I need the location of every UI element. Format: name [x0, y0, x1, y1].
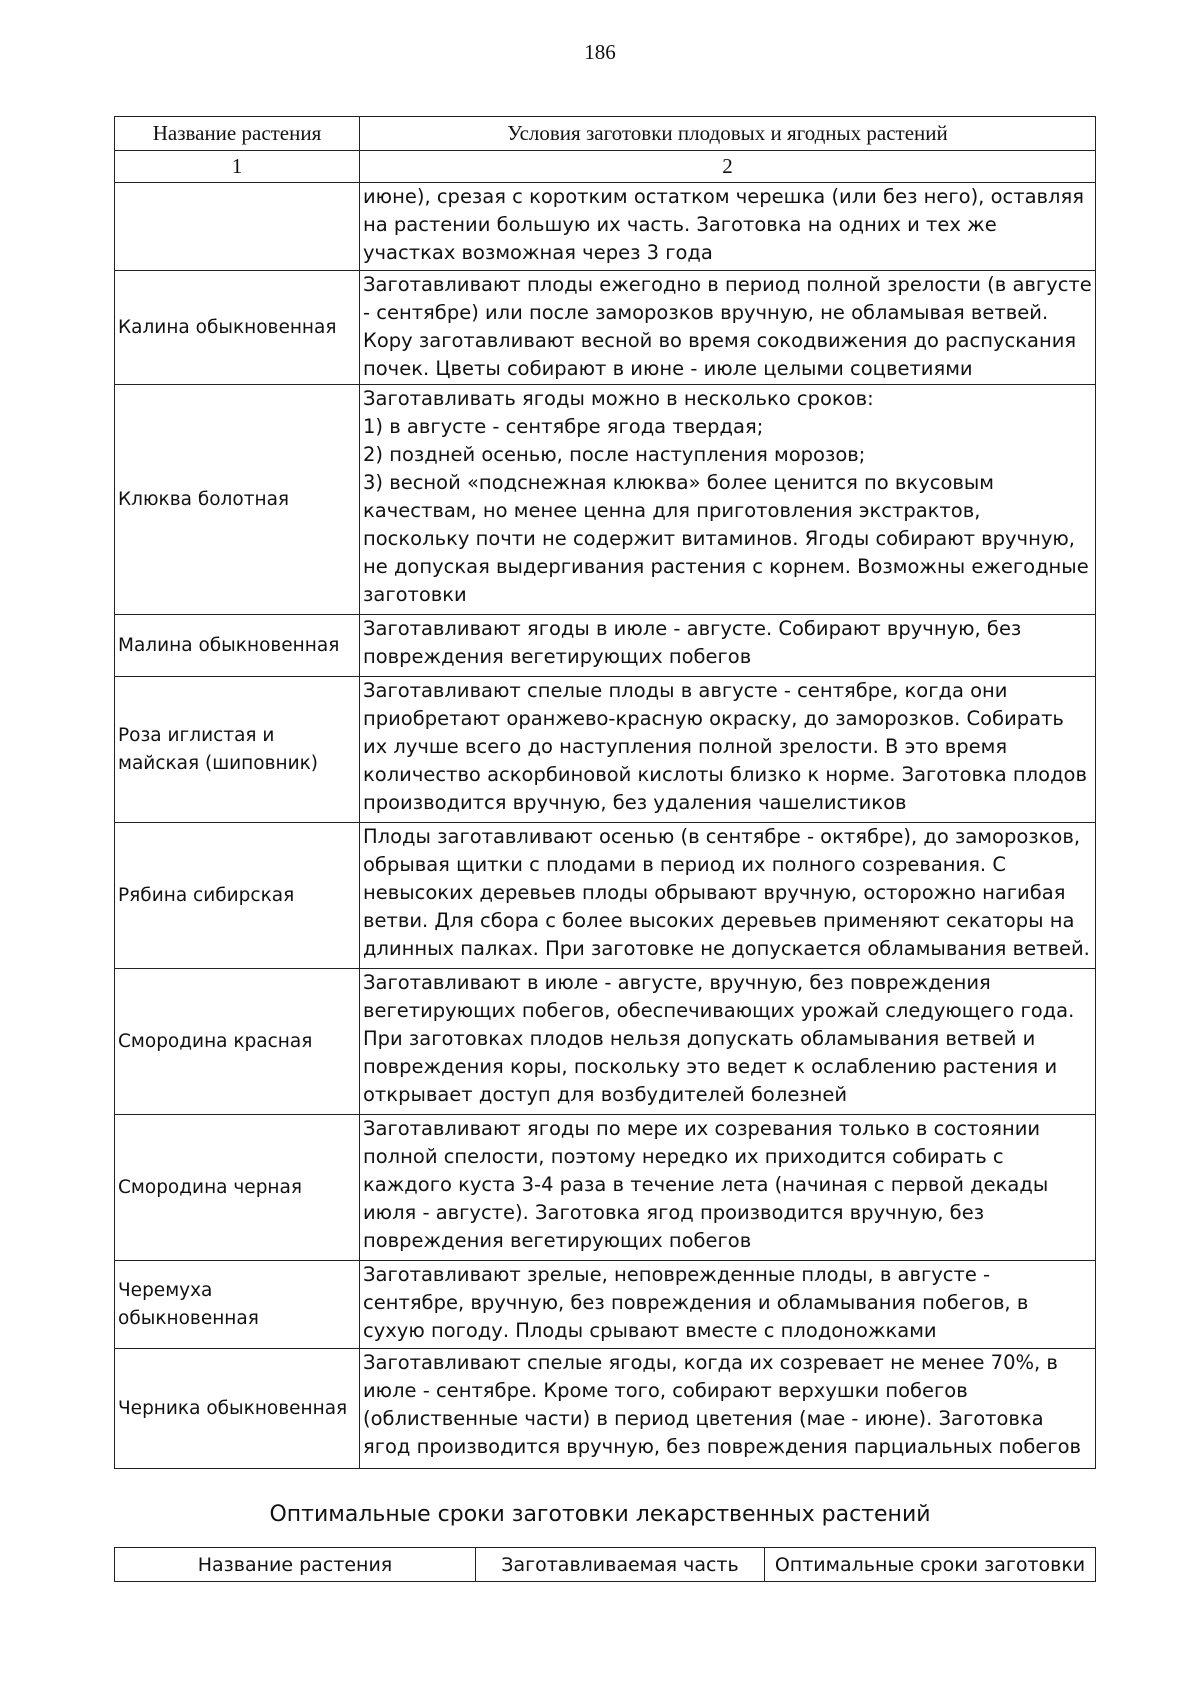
table-row [115, 271, 1096, 385]
table-row [115, 1261, 1096, 1349]
table-row [115, 677, 1096, 823]
plant-name-cell: Черника обыкновенная [115, 1349, 360, 1469]
table-row [115, 1349, 1096, 1469]
plant-name-cell: Смородина красная [115, 969, 360, 1115]
table-row [115, 385, 1096, 615]
harvest-conditions-cell: Заготавливать ягоды можно в несколько сроков: 1) в августе - сентябре ягода твердая; 2) поздней осенью, после наступления морозов; 3) весной «подснежная клюква» более ценится по вкусовым качествам, но менее ценна для приготовления экстрактов, поскольку почти не содержит витаминов. Ягоды собирают вручную, не допуская выдергивания растения с корнем. Возможны ежегодные заготовки [360, 385, 1096, 615]
harvest-conditions-cell: Заготавливают зрелые, неповрежденные плоды, в августе - сентябре, вручную, без повреждения и обламывания побегов, в сухую погоду. Плоды срывают вместе с плодоножками [360, 1261, 1096, 1349]
harvest-conditions-cell: Заготавливают спелые ягоды, когда их созревает не менее 70%, в июле - сентябре. Кроме того, собирают верхушки побегов (облиственные части) в период цветения (мае - июне). Заготовка ягод производится вручную, без повреждения парциальных побегов [360, 1349, 1096, 1469]
plant-name-cell: Роза иглистая и майская (шиповник) [115, 677, 360, 823]
table-header-row [115, 117, 1096, 151]
table-row [115, 969, 1096, 1115]
plant-name-cell: Калина обыкновенная [115, 271, 360, 385]
column-number-1: 1 [115, 151, 360, 183]
harvest-conditions-cell: июне), срезая с коротким остатком черешка (или без него), оставляя на растении большую их часть. Заготовка на одних и тех же участках возможная через 3 года [360, 183, 1096, 271]
harvest-conditions-cell: Заготавливают ягоды по мере их созревания только в состоянии полной спелости, поэтому нередко их приходится собирать с каждого куста 3-4 раза в течение лета (начиная с первой декады июля - августе). Заготовка ягод производится вручную, без повреждения вегетирующих побегов [360, 1115, 1096, 1261]
harvest-conditions-cell: Заготавливают плоды ежегодно в период полной зрелости (в августе - сентябре) или после заморозков вручную, не обламывая ветвей. Кору заготавливают весной во время сокодвижения до распускания почек. Цветы собирают в июне - июле целыми соцветиями [360, 271, 1096, 385]
plant-name-cell: Клюква болотная [115, 385, 360, 615]
harvest-conditions-table [114, 116, 1096, 1469]
header-plant-name: Название растения [115, 1548, 476, 1582]
plant-name-cell [115, 183, 360, 271]
column-number-2: 2 [360, 151, 1096, 183]
table-header-row [115, 1548, 1096, 1582]
harvest-conditions-cell: Заготавливают спелые плоды в августе - сентябре, когда они приобретают оранжево-красную окраску, до заморозков. Собирать их лучше всего до наступления полной зрелости. В это время количество аскорбиновой кислоты близко к норме. Заготовка плодов производится вручную, без удаления чашелистиков [360, 677, 1096, 823]
harvest-timing-table [114, 1547, 1096, 1582]
plant-name-cell: Малина обыкновенная [115, 615, 360, 677]
plant-name-cell: Смородина черная [115, 1115, 360, 1261]
plant-name-cell: Черемуха обыкновенная [115, 1261, 360, 1349]
section-title: Оптимальные сроки заготовки лекарственных растений [269, 1502, 931, 1527]
table-row [115, 823, 1096, 969]
table-row [115, 1115, 1096, 1261]
harvest-conditions-cell: Плоды заготавливают осенью (в сентябре - октябре), до заморозков, обрывая щитки с плодами в период их полного созревания. С невысоких деревьев плоды обрывают вручную, осторожно нагибая ветви. Для сбора с более высоких деревьев применяют секаторы на длинных палках. При заготовке не допускается обламывания ветвей. [360, 823, 1096, 969]
table-row [115, 183, 1096, 271]
header-harvest-conditions: Условия заготовки плодовых и ягодных растений [360, 117, 1096, 151]
header-plant-name: Название растения [115, 117, 360, 151]
table-row [115, 615, 1096, 677]
header-optimal-timing: Оптимальные сроки заготовки [765, 1548, 1096, 1582]
harvest-conditions-cell: Заготавливают в июле - августе, вручную, без повреждения вегетирующих побегов, обеспечивающих урожай следующего года. При заготовках плодов нельзя допускать обламывания ветвей и повреждения коры, поскольку это ведет к ослаблению растения и открывает доступ для возбудителей болезней [360, 969, 1096, 1115]
harvest-conditions-cell: Заготавливают ягоды в июле - августе. Собирают вручную, без повреждения вегетирующих побегов [360, 615, 1096, 677]
page-number: 186 [584, 40, 616, 64]
plant-name-cell: Рябина сибирская [115, 823, 360, 969]
header-harvested-part: Заготавливаемая часть [476, 1548, 765, 1582]
table-body [115, 183, 1096, 1469]
column-number-row [115, 151, 1096, 183]
